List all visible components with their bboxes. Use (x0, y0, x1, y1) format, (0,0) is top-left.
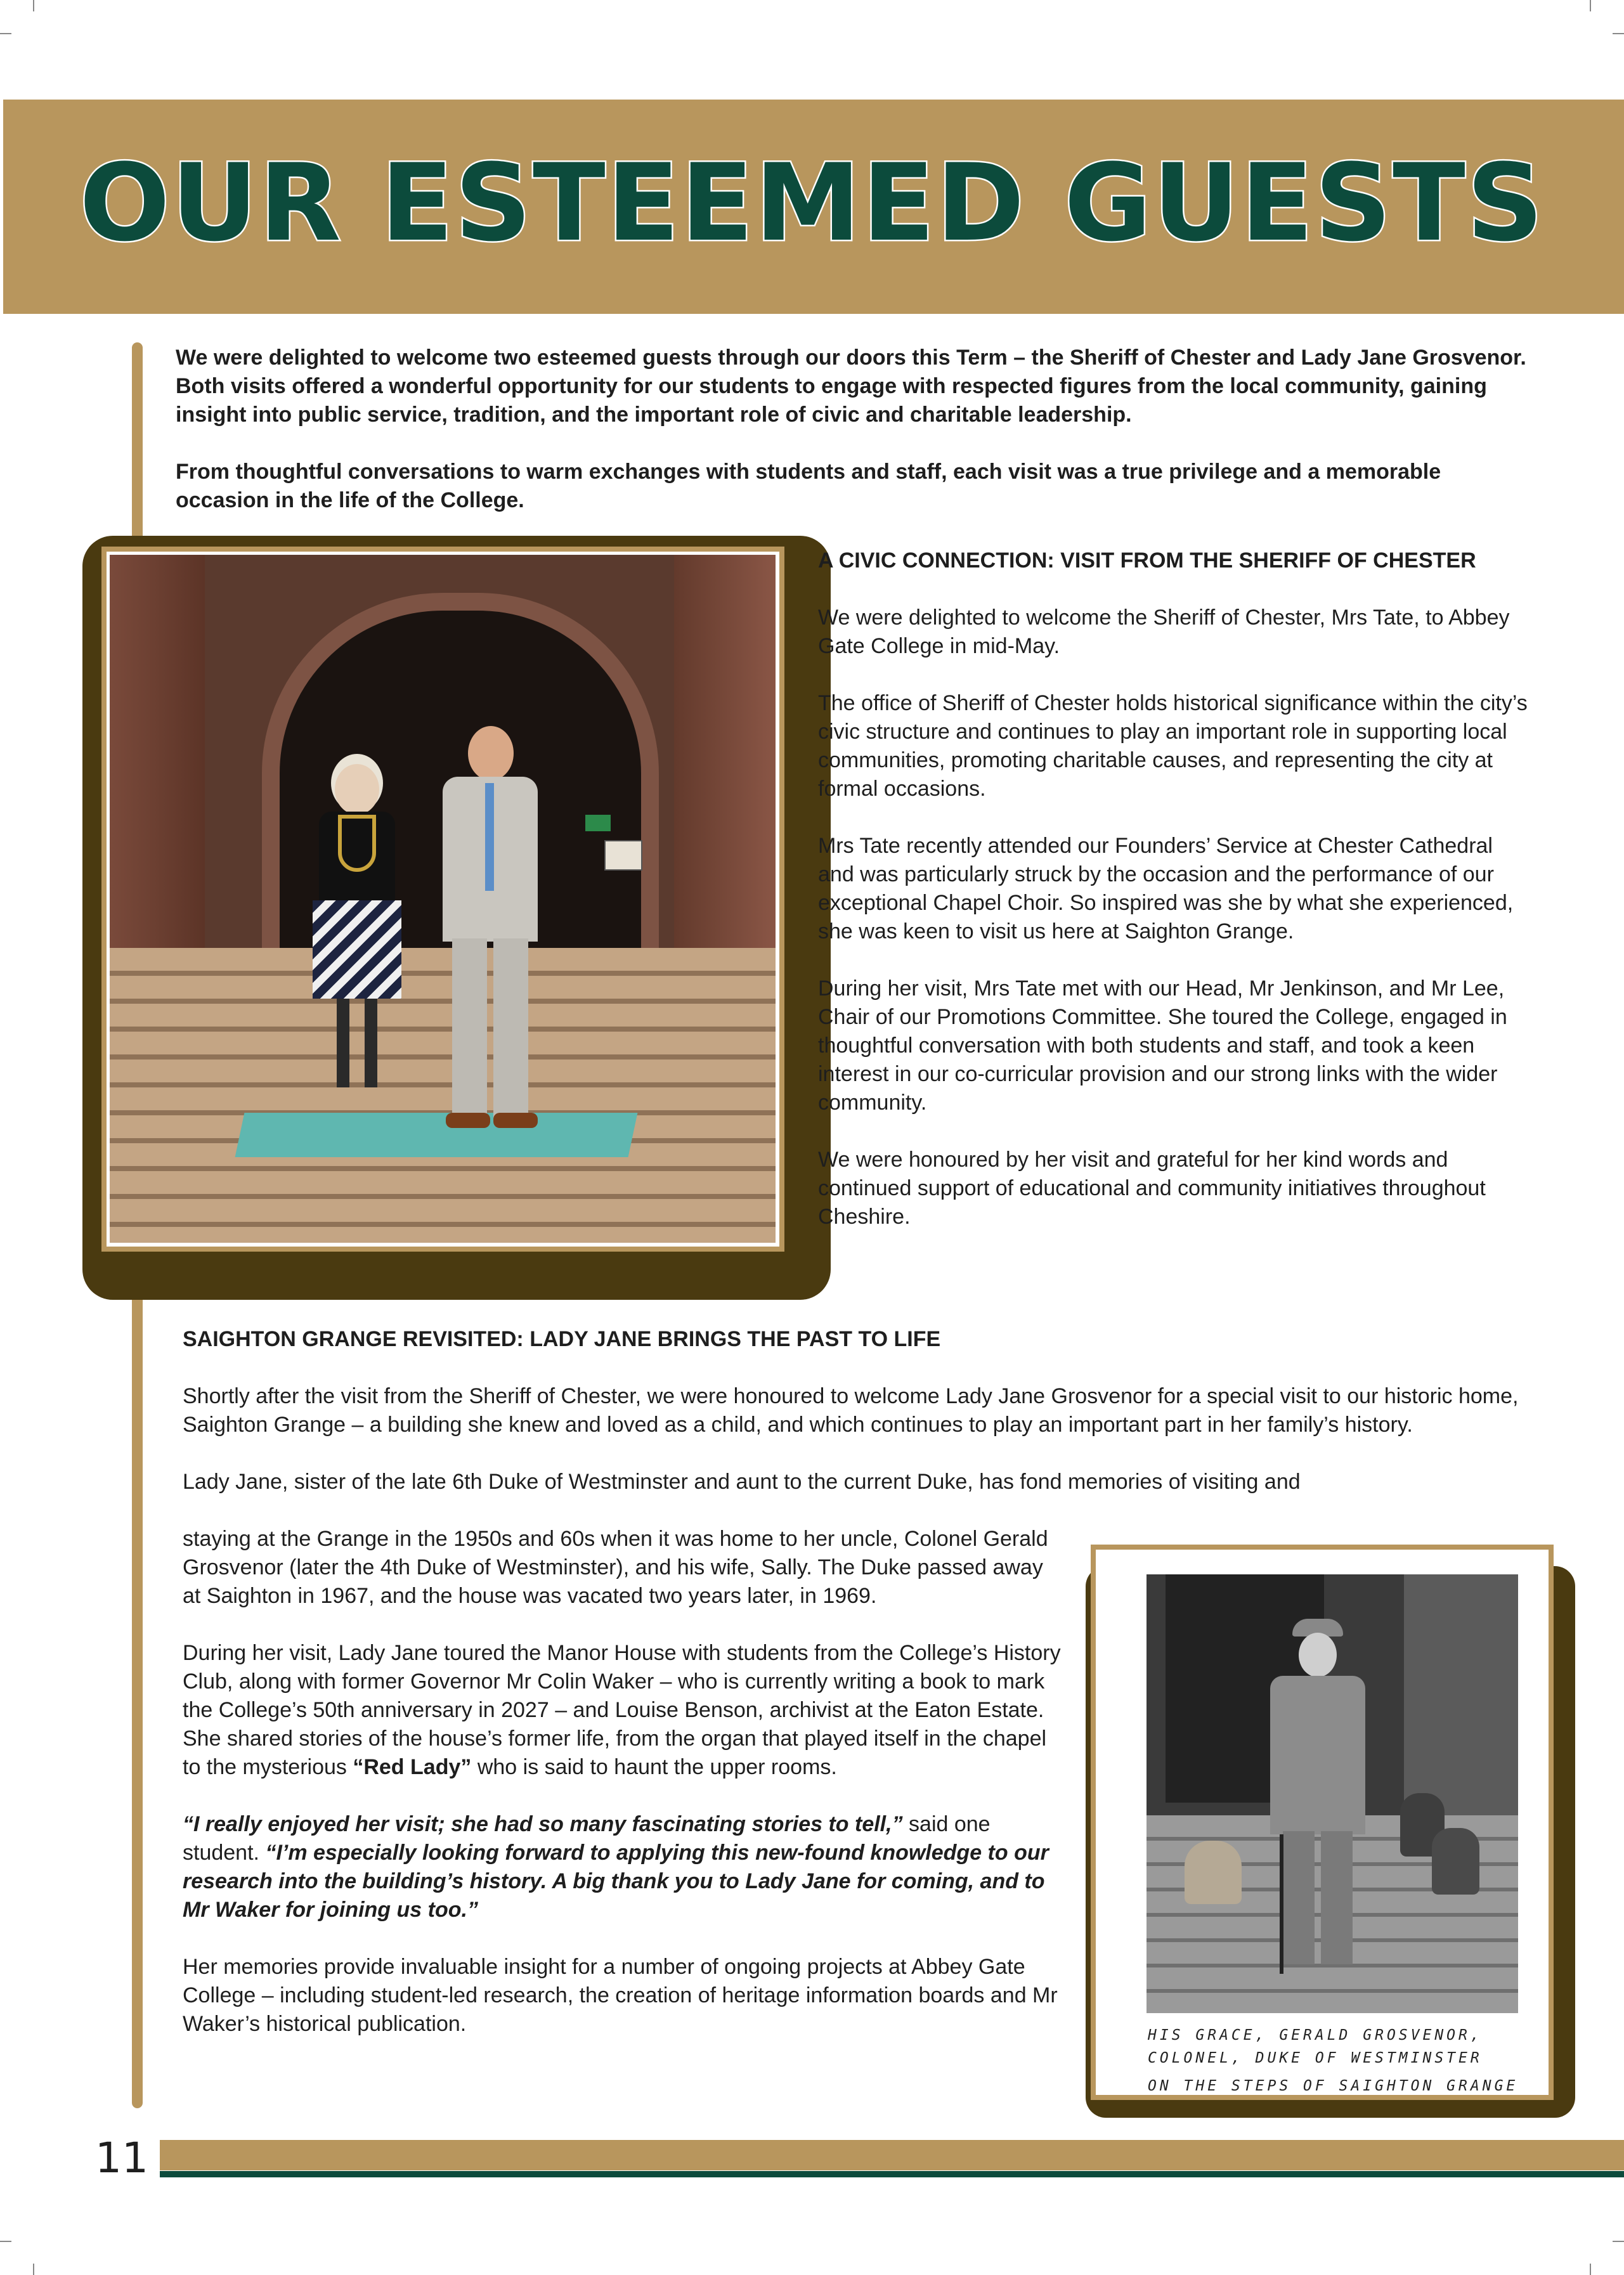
student-quote (183, 1810, 1064, 1924)
intro-paragraph: From thoughtful conversations to warm exchanges with students and staff, each visit was a true privilege and a memorable occasion in the life of the College. (176, 460, 1441, 512)
footer-rule (160, 2171, 1624, 2177)
quote-text: “I’m especially looking forward to applying this new-found knowledge to our research into the building’s history. A big thank you to Lady Jane for coming, and to Mr Waker for joining us too.” (183, 1841, 1049, 1922)
lady-jane-paragraph: Lady Jane, sister of the late 6th Duke of Westminster and aunt to the current Duke, has fond memories of visiting and (183, 1470, 1301, 1494)
sheriff-paragraph: We were honoured by her visit and grateful for her kind words and continued support of educational and community initiatives throughout Cheshire. (818, 1148, 1486, 1229)
crop-mark (33, 0, 34, 11)
photo-person-sheriff (313, 764, 401, 1119)
lady-jane-section (183, 1325, 1527, 1496)
crop-mark (1590, 2264, 1591, 2275)
crop-mark (0, 33, 11, 34)
caption-line: ON THE STEPS OF SAIGHTON GRANGE (1148, 2078, 1519, 2094)
crop-mark (33, 2264, 34, 2275)
quote-attribution: said one student. (183, 1812, 991, 1865)
intro-paragraph: We were delighted to welcome two esteemed guests through our doors this Term – the Sheriff of Chester and Lady Jane Grosvenor. Both visits offered a wonderful opportunity for our students to engage with respected figures from the local community, gaining insight into public service, tradition, and the important role of civic and charitable leadership. (176, 346, 1526, 427)
duke-archive-photo (1147, 1574, 1518, 2013)
sheriff-section (818, 547, 1535, 1260)
photo-person-guest (439, 726, 541, 1132)
paragraph-text: During her visit, Lady Jane toured the Manor House with students from the College’s History Club, along with former Governor Mr Colin Waker – who is currently writing a book to mark the College’s 50th anniversary in 2027 – and Louise Benson, archivist at the Eaton Estate. She shared stories of the house’s former life, from the organ that played itself in the chapel to the mysterious (183, 1641, 1061, 1779)
section-heading: A CIVIC CONNECTION: VISIT FROM THE SHERIFF OF CHESTER (818, 548, 1476, 573)
sheriff-paragraph: During her visit, Mrs Tate met with our Head, Mr Jenkinson, and Mr Lee, Chair of our Promotions Committee. She toured the College, engaged in thoughtful conversation with both students and staff, and took a keen interest in our co-curricular provision and our strong links with the wider community. (818, 976, 1507, 1115)
lady-jane-paragraph (183, 1639, 1064, 1782)
quote-text: “I really enjoyed her visit; she had so many fascinating stories to tell,” (183, 1812, 903, 1836)
intro-section (176, 344, 1533, 543)
photo-person-duke (1267, 1619, 1368, 1974)
photo-dog (1432, 1828, 1479, 1895)
photo-exit-sign (585, 815, 611, 831)
red-lady-text: “Red Lady” (353, 1755, 472, 1779)
photo-caption (1148, 2027, 1541, 2094)
photo-plaque (604, 840, 642, 871)
section-heading: SAIGHTON GRANGE REVISITED: LADY JANE BRINGS THE PAST TO LIFE (183, 1327, 941, 1351)
crop-mark (0, 2241, 11, 2242)
footer-bar (160, 2140, 1624, 2170)
sheriff-paragraph: The office of Sheriff of Chester holds historical significance within the city’s civic structure and continues to play an important role in supporting local communities, promoting charitable causes, and representing the city at formal occasions. (818, 691, 1528, 801)
caption-line: COLONEL, DUKE OF WESTMINSTER (1148, 2050, 1483, 2066)
crop-mark (1613, 2241, 1624, 2242)
caption-line: HIS GRACE, GERALD GROSVENOR, (1148, 2027, 1483, 2044)
page-number: 11 (95, 2134, 148, 2182)
sheriff-visit-photo (110, 555, 776, 1243)
sheriff-paragraph: Mrs Tate recently attended our Founders’ Service at Chester Cathedral and was particularly struck by the occasion and the performance of our exceptional Chapel Choir. So inspired was she by what she experienced, she was keen to visit us here at Saighton Grange. (818, 834, 1514, 943)
paragraph-text: who is said to haunt the upper rooms. (477, 1755, 837, 1779)
crop-mark (1613, 33, 1624, 34)
lady-jane-paragraph: Shortly after the visit from the Sheriff of Chester, we were honoured to welcome Lady Jane Grosvenor for a special visit to our historic home, Saighton Grange – a building she knew and loved as a child, and which continues to play an important part in her family’s history. (183, 1384, 1519, 1437)
lady-jane-paragraph: Her memories provide invaluable insight for a number of ongoing projects at Abbey Gate College – including student-led research, the creation of heritage information boards and Mr Waker’s historical publication. (183, 1955, 1058, 2036)
crop-mark (1590, 0, 1591, 11)
lady-jane-column (183, 1525, 1064, 2067)
page-title: OUR ESTEEMED GUESTS (79, 141, 1545, 265)
sheriff-paragraph: We were delighted to welcome the Sheriff of Chester, Mrs Tate, to Abbey Gate College in mid-May. (818, 606, 1510, 658)
photo-mat (235, 1113, 638, 1157)
photo-dog (1185, 1841, 1242, 1904)
lady-jane-paragraph: staying at the Grange in the 1950s and 60s when it was home to her uncle, Colonel Gerald Grosvenor (later the 4th Duke of Westminster), and his wife, Sally. The Duke passed away at Saighton in 1967, and the house was vacated two years later, in 1969. (183, 1527, 1048, 1608)
